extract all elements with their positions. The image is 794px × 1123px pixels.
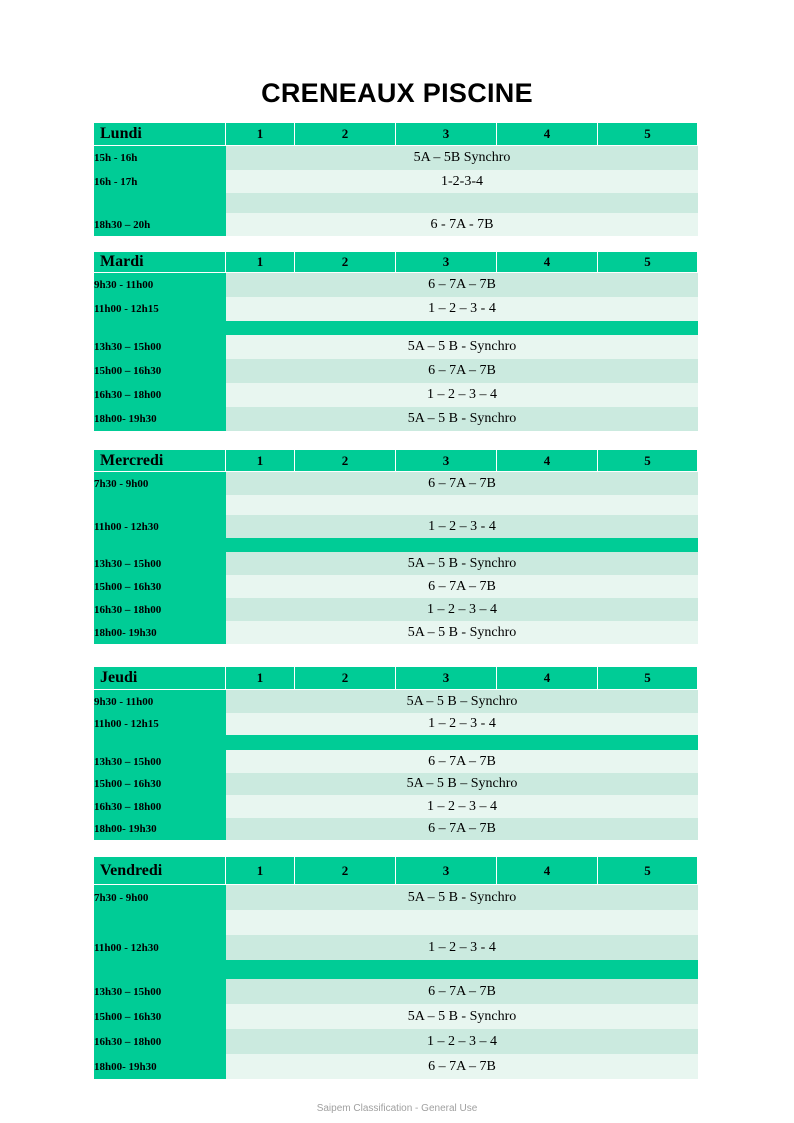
group-assignment: 5A – 5B Synchro bbox=[226, 146, 698, 170]
table-row bbox=[94, 885, 698, 910]
break-separator bbox=[94, 960, 698, 979]
column-header: 4 bbox=[497, 450, 598, 472]
group-assignment: 5A – 5 B - Synchro bbox=[226, 621, 698, 644]
table-row bbox=[94, 910, 698, 935]
group-assignment: 1 – 2 – 3 – 4 bbox=[226, 795, 698, 818]
day-name: Vendredi bbox=[94, 857, 226, 885]
time-slot: 15h - 16h bbox=[94, 146, 226, 170]
group-assignment: 1-2-3-4 bbox=[226, 170, 698, 193]
group-assignment: 6 – 7A – 7B bbox=[226, 273, 698, 297]
day-name: Lundi bbox=[94, 123, 226, 146]
table-row bbox=[94, 297, 698, 321]
schedule-table-mercredi bbox=[94, 450, 698, 644]
time-slot: 15h00 – 16h30 bbox=[94, 359, 226, 383]
time-slot: 16h30 – 18h00 bbox=[94, 1029, 226, 1054]
time-slot: 16h30 – 18h00 bbox=[94, 598, 226, 621]
table-row bbox=[94, 621, 698, 644]
table-row bbox=[94, 472, 698, 495]
column-header: 1 bbox=[226, 857, 295, 885]
group-assignment: 5A – 5 B - Synchro bbox=[226, 1004, 698, 1029]
table-row bbox=[94, 575, 698, 598]
table-row bbox=[94, 335, 698, 359]
group-assignment: 5A – 5 B - Synchro bbox=[226, 335, 698, 359]
classification-footer: Saipem Classification - General Use bbox=[316, 1103, 478, 1114]
time-slot: 11h00 - 12h30 bbox=[94, 935, 226, 960]
column-header: 2 bbox=[295, 857, 396, 885]
group-assignment bbox=[226, 495, 698, 515]
column-header: 3 bbox=[396, 667, 497, 690]
time-slot: 11h00 - 12h30 bbox=[94, 515, 226, 538]
group-assignment: 1 – 2 – 3 – 4 bbox=[226, 383, 698, 407]
column-header: 5 bbox=[598, 252, 698, 273]
time-slot: 13h30 – 15h00 bbox=[94, 552, 226, 575]
group-assignment: 1 – 2 – 3 – 4 bbox=[226, 1029, 698, 1054]
column-header: 4 bbox=[497, 123, 598, 146]
group-assignment: 6 – 7A – 7B bbox=[226, 359, 698, 383]
table-row bbox=[94, 1029, 698, 1054]
column-header: 5 bbox=[598, 123, 698, 146]
time-slot: 18h00- 19h30 bbox=[94, 1054, 226, 1079]
time-slot: 15h00 – 16h30 bbox=[94, 1004, 226, 1029]
column-header: 4 bbox=[497, 252, 598, 273]
table-row bbox=[94, 818, 698, 840]
table-row bbox=[94, 273, 698, 297]
column-header: 2 bbox=[295, 667, 396, 690]
table-row bbox=[94, 552, 698, 575]
column-header: 2 bbox=[295, 450, 396, 472]
column-header: 2 bbox=[295, 123, 396, 146]
column-header: 3 bbox=[396, 252, 497, 273]
time-slot bbox=[94, 193, 226, 213]
break-separator bbox=[94, 735, 698, 750]
time-slot: 7h30 - 9h00 bbox=[94, 472, 226, 495]
table-row bbox=[94, 598, 698, 621]
group-assignment: 6 – 7A – 7B bbox=[226, 575, 698, 598]
time-slot: 7h30 - 9h00 bbox=[94, 885, 226, 910]
time-slot: 9h30 - 11h00 bbox=[94, 690, 226, 713]
group-assignment: 1 – 2 – 3 – 4 bbox=[226, 598, 698, 621]
table-row bbox=[94, 1054, 698, 1079]
break-separator bbox=[94, 538, 698, 552]
time-slot: 13h30 – 15h00 bbox=[94, 335, 226, 359]
column-header: 5 bbox=[598, 857, 698, 885]
column-header: 5 bbox=[598, 667, 698, 690]
group-assignment: 5A – 5 B - Synchro bbox=[226, 407, 698, 431]
column-header: 3 bbox=[396, 123, 497, 146]
time-slot: 15h00 – 16h30 bbox=[94, 773, 226, 795]
time-slot: 9h30 - 11h00 bbox=[94, 273, 226, 297]
time-slot: 18h00- 19h30 bbox=[94, 407, 226, 431]
schedule-table-vendredi bbox=[94, 857, 698, 1079]
table-row bbox=[94, 407, 698, 431]
break-separator bbox=[94, 321, 698, 335]
schedule-table-lundi bbox=[94, 123, 698, 236]
time-slot: 16h - 17h bbox=[94, 170, 226, 193]
table-row bbox=[94, 495, 698, 515]
time-slot: 16h30 – 18h00 bbox=[94, 795, 226, 818]
column-header: 5 bbox=[598, 450, 698, 472]
column-header: 4 bbox=[497, 857, 598, 885]
table-row bbox=[94, 1004, 698, 1029]
day-name: Jeudi bbox=[94, 667, 226, 690]
table-row bbox=[94, 146, 698, 170]
group-assignment: 1 – 2 – 3 - 4 bbox=[226, 297, 698, 321]
schedule-table-jeudi bbox=[94, 667, 698, 840]
time-slot bbox=[94, 495, 226, 515]
time-slot: 11h00 - 12h15 bbox=[94, 713, 226, 735]
group-assignment: 6 – 7A – 7B bbox=[226, 979, 698, 1004]
group-assignment: 5A – 5 B – Synchro bbox=[226, 690, 698, 713]
table-row bbox=[94, 795, 698, 818]
group-assignment: 6 – 7A – 7B bbox=[226, 750, 698, 773]
group-assignment: 6 – 7A – 7B bbox=[226, 472, 698, 495]
column-header: 1 bbox=[226, 252, 295, 273]
group-assignment: 5A – 5 B - Synchro bbox=[226, 552, 698, 575]
day-name: Mercredi bbox=[94, 450, 226, 472]
group-assignment: 1 – 2 – 3 - 4 bbox=[226, 515, 698, 538]
column-header: 1 bbox=[226, 450, 295, 472]
time-slot: 11h00 - 12h15 bbox=[94, 297, 226, 321]
time-slot: 13h30 – 15h00 bbox=[94, 750, 226, 773]
group-assignment: 6 – 7A – 7B bbox=[226, 818, 698, 840]
table-row bbox=[94, 935, 698, 960]
table-row bbox=[94, 773, 698, 795]
group-assignment: 5A – 5 B – Synchro bbox=[226, 773, 698, 795]
group-assignment: 1 – 2 – 3 - 4 bbox=[226, 935, 698, 960]
table-row bbox=[94, 359, 698, 383]
table-row bbox=[94, 193, 698, 213]
table-row bbox=[94, 170, 698, 193]
table-row bbox=[94, 383, 698, 407]
table-row bbox=[94, 713, 698, 735]
day-name: Mardi bbox=[94, 252, 226, 273]
time-slot: 15h00 – 16h30 bbox=[94, 575, 226, 598]
time-slot bbox=[94, 910, 226, 935]
table-row bbox=[94, 515, 698, 538]
time-slot: 18h00- 19h30 bbox=[94, 621, 226, 644]
column-header: 2 bbox=[295, 252, 396, 273]
table-row bbox=[94, 750, 698, 773]
group-assignment bbox=[226, 910, 698, 935]
group-assignment bbox=[226, 193, 497, 213]
table-row bbox=[94, 690, 698, 713]
time-slot: 16h30 – 18h00 bbox=[94, 383, 226, 407]
group-assignment: 6 – 7A – 7B bbox=[226, 1054, 698, 1079]
time-slot: 13h30 – 15h00 bbox=[94, 979, 226, 1004]
column-header: 1 bbox=[226, 123, 295, 146]
schedule-table-mardi bbox=[94, 252, 698, 431]
time-slot: 18h30 – 20h bbox=[94, 213, 226, 236]
empty-cell bbox=[497, 193, 698, 213]
column-header: 3 bbox=[396, 450, 497, 472]
column-header: 4 bbox=[497, 667, 598, 690]
table-row bbox=[94, 213, 698, 236]
table-row bbox=[94, 979, 698, 1004]
time-slot: 18h00- 19h30 bbox=[94, 818, 226, 840]
column-header: 1 bbox=[226, 667, 295, 690]
group-assignment: 1 – 2 – 3 - 4 bbox=[226, 713, 698, 735]
page-title: CRENEAUX PISCINE bbox=[261, 78, 533, 108]
group-assignment: 6 - 7A - 7B bbox=[226, 213, 698, 236]
group-assignment: 5A – 5 B - Synchro bbox=[226, 885, 698, 910]
column-header: 3 bbox=[396, 857, 497, 885]
